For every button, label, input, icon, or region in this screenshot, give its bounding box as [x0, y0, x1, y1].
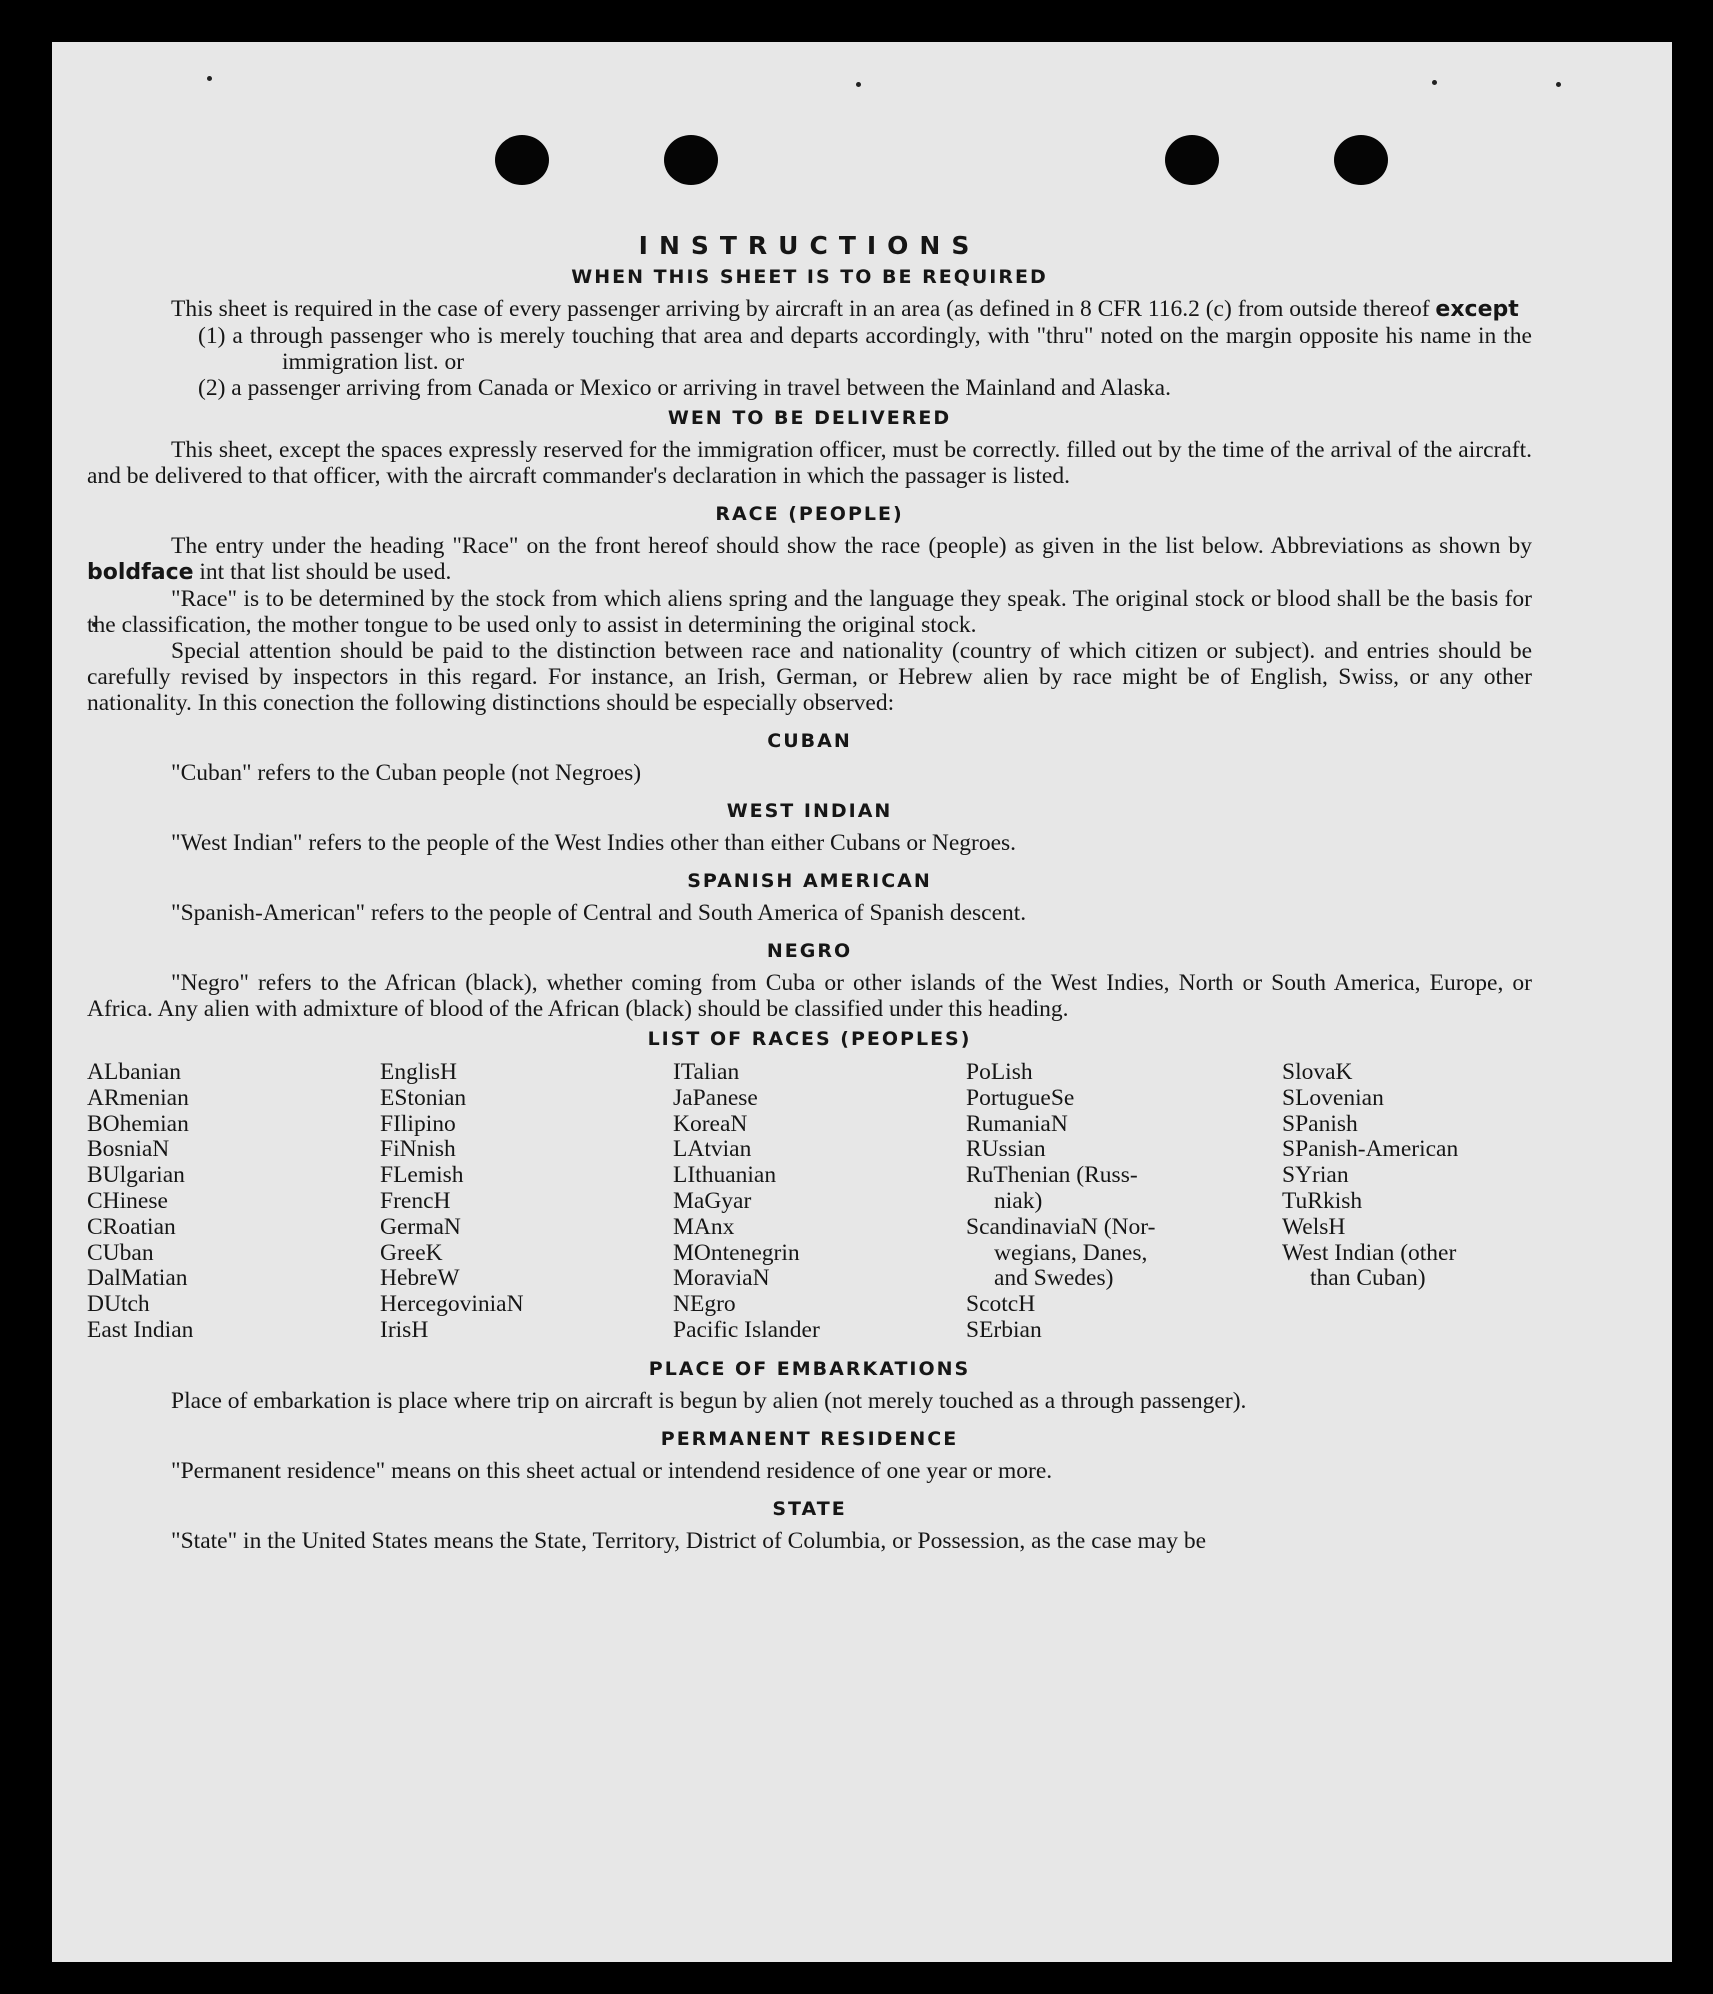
race-item: NEgro [673, 1291, 736, 1318]
heading-embarkation: PLACE OF EMBARKATIONS [648, 1357, 971, 1380]
races-list [87, 1060, 1532, 1344]
race-item: SlovaK [1282, 1059, 1353, 1085]
punch-hole [1334, 135, 1388, 185]
race-item: West Indian (other [1282, 1239, 1457, 1266]
state-text: "State" in the United States means the State, Territory, District of Columbia, or Possession, as the case may be [171, 1527, 1207, 1554]
punch-hole [664, 135, 718, 185]
race-item-continued: and Swedes) [994, 1265, 1114, 1292]
punch-hole [1165, 135, 1219, 185]
race-item: PoLish [966, 1059, 1033, 1085]
heading-spanish-american: SPANISH AMERICAN [687, 870, 932, 892]
race-item: CRoatian [87, 1213, 176, 1240]
race-item: RuThenian (Russ- [966, 1162, 1138, 1189]
cuban-text: "Cuban" refers to the Cuban people (not Negroes) [171, 760, 642, 786]
race-item: SLovenian [1282, 1084, 1384, 1111]
race-item: HercegoviniaN [380, 1291, 524, 1318]
race-paragraph-1: The entry under the heading "Race" on the front hereof should show the race (people) as given in the list below. Abbreviations as shown by boldface int that list should be used. [87, 533, 1532, 585]
race-item: FIlipino [380, 1110, 456, 1137]
race-item: CUban [87, 1239, 154, 1266]
residence-text: "Permanent residence" means on this sheet actual or intendend residence of one year or more. [171, 1457, 1053, 1484]
race-item-continued: than Cuban) [1310, 1265, 1426, 1292]
heading-delivered: WEN TO BE DELIVERED [667, 407, 952, 429]
race-item: SYrian [1282, 1162, 1349, 1189]
race-paragraph-3: Special attention should be paid to the distinction between race and nationality (country of which citizen or subject). and entries should be carefully revised by inspectors in this regard. For instance, an Irish, German, or Hebrew alien by race might be of English, Swiss, or any other nationality. In this conection the following distinctions should be especially observed: [87, 638, 1532, 716]
race-item: ITalian [673, 1059, 740, 1085]
race-item: JaPanese [673, 1084, 758, 1111]
west-indian-text: "West Indian" refers to the people of the West Indies other than either Cubans or Negroes. [171, 830, 1017, 856]
document-sheet [52, 42, 1672, 1962]
race-item: DUtch [87, 1291, 150, 1318]
race-item: BosniaN [87, 1136, 170, 1163]
race-item: MaGyar [673, 1187, 752, 1214]
race-item: East Indian [87, 1316, 194, 1343]
embarkation-text: Place of embarkation is place where trip on aircraft is begun by alien (not merely touched as a through passenger). [171, 1387, 1247, 1414]
spanish-american-text: "Spanish-American" refers to the people of Central and South America of Spanish descent. [171, 900, 1027, 926]
race-paragraph-2: "Race" is to be determined by the stock from which aliens spring and the language they speak. The original stock or blood shall be the basis for the classification, the mother tongue to be used only to assist in determining the original stock. [87, 586, 1532, 638]
race-item: FrencH [380, 1187, 451, 1214]
punch-hole [495, 135, 549, 185]
race-item: GermaN [380, 1213, 461, 1240]
races-column-4 [966, 1060, 1282, 1344]
race-item: EnglisH [380, 1059, 458, 1085]
heading-west-indian: WEST INDIAN [726, 800, 893, 822]
race-item: FLemish [380, 1162, 464, 1189]
races-column-3 [673, 1060, 966, 1344]
instructions-content [87, 187, 1532, 1554]
race-item: BOhemian [87, 1110, 189, 1137]
page-title: INSTRUCTIONS [638, 231, 981, 260]
race-item: LAtvian [673, 1136, 752, 1163]
race-item: FiNnish [380, 1136, 456, 1163]
race-item: DalMatian [87, 1265, 188, 1292]
race-item-continued: niak) [994, 1187, 1043, 1214]
ink-speck [1432, 80, 1437, 85]
race-item: ScandinaviaN (Nor- [966, 1213, 1156, 1240]
heading-required: WHEN THIS SHEET IS TO BE REQUIRED [571, 266, 1048, 288]
heading-state: STATE [772, 1497, 847, 1520]
ink-speck [207, 76, 212, 81]
race-item: GreeK [380, 1239, 443, 1266]
race-item: ScotcH [966, 1291, 1036, 1318]
required-item-2: (2) a passenger arriving from Canada or Mexico or arriving in travel between the Mainland and Alaska. [198, 375, 1171, 401]
negro-text: "Negro" refers to the African (black), whether coming from Cuba or other islands of the West Indies, North or South America, Europe, or Africa. Any alien with admixture of blood of the African (black) should be classified under this heading. [87, 970, 1532, 1022]
race-item: EStonian [380, 1084, 467, 1111]
race-item: PortugueSe [966, 1084, 1075, 1111]
race-item: BUlgarian [87, 1162, 185, 1189]
race-item: SErbian [966, 1316, 1042, 1343]
required-intro: This sheet is required in the case of every passenger arriving by aircraft in an area (as defined in 8 CFR 116.2 (c) from outside thereof except [171, 296, 1519, 322]
race-item: SPanish [1282, 1110, 1358, 1137]
race-item-continued: wegians, Danes, [994, 1239, 1148, 1266]
heading-list-of-races: LIST OF RACES (PEOPLES) [647, 1028, 972, 1050]
race-item: IrisH [380, 1316, 429, 1343]
ink-speck [856, 82, 861, 87]
race-item: ARmenian [87, 1084, 189, 1111]
race-item: MOntenegrin [673, 1239, 800, 1266]
race-item: RumaniaN [966, 1110, 1068, 1137]
race-item: HebreW [380, 1265, 460, 1292]
race-item: ALbanian [87, 1059, 181, 1085]
races-column-5 [1282, 1060, 1532, 1344]
race-item: TuRkish [1282, 1187, 1363, 1214]
race-item: CHinese [87, 1187, 168, 1214]
heading-race: RACE (PEOPLE) [715, 503, 904, 525]
ink-speck [1556, 82, 1561, 87]
race-item: MAnx [673, 1213, 735, 1240]
race-item: MoraviaN [673, 1265, 770, 1292]
race-item: SPanish-American [1282, 1136, 1459, 1163]
race-item: RUssian [966, 1136, 1046, 1163]
race-item: KoreaN [673, 1110, 748, 1137]
heading-negro: NEGRO [766, 940, 853, 962]
race-item: WelsH [1282, 1213, 1346, 1240]
heading-residence: PERMANENT RESIDENCE [660, 1427, 959, 1450]
races-column-2 [380, 1060, 673, 1344]
race-item: Pacific Islander [673, 1316, 820, 1343]
race-item: LIthuanian [673, 1162, 777, 1189]
heading-cuban: CUBAN [767, 730, 852, 752]
delivered-text: This sheet, except the spaces expressly reserved for the immigration officer, must be correctly. filled out by the time of the arrival of the aircraft. and be delivered to that officer, with the aircraft commander's declaration in which the passager is listed. [87, 437, 1532, 489]
races-column-1 [87, 1060, 380, 1344]
required-item-1: (1) a through passenger who is merely touching that area and departs accordingly, with "thru" noted on the margin opposite his name in the immigration list. or [198, 323, 1532, 375]
